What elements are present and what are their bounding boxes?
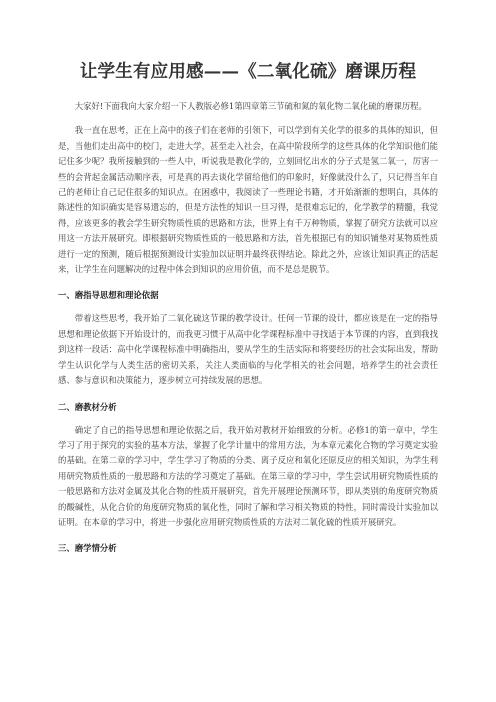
section-heading-student-analysis: 三、磨学情分析 [58, 543, 117, 554]
intro-paragraph: 大家好!下面我向大家介绍一下人教版必修1第四章第三节硫和氮的氧化物二氧化硫的磨课历程。 [74, 101, 427, 111]
paragraph-guiding-ideas: 带着这些思考，我开始了二氧化硫这节课的教学设计。任何一节课的设计，都应该是在一定的指导思想和理论依据下开始设计的，而我更习惯于从高中化学课程标准中寻找适于本节课的内容，直到我找到这样一段话：高中化学课程标准中明确指出，要从学生的生活实际和将要经历的社会实际出发，帮助学生认识化学与人类生活的密切关系，关注人类面临的与化学相关的社会问题，培养学生的社会责任感、参与意识和决策能力，逐步树立可持续发展的思想。 [58, 313, 438, 386]
paragraph-reflection: 我一直在思考，正在上高中的孩子们在老师的引领下，可以学到有关化学的很多的具体的知识，但是，当他们走出高中的校门，走进大学，甚至走入社会，在高中阶段所学的这些具体的化学知识他们能记住多少呢？我所接触到的一些人中，听说我是教化学的，立刻回忆出水的分子式是氢二氧一，厉害一些的会背起金属活动顺序表，可是真的再去谈化学留给他们的印象时，好像就没什么了，只记得当年自己的老师让自己记住很多的知识点。在困惑中，我阅读了一些理论书籍，才开始渐渐的想明白，具体的陈述性的知识确实是容易遗忘的，但是方法性的知识一旦习得，是很难忘记的，化学教学的精髓，我觉得，应该更多的教会学生研究物质性质的思路和方法，世界上有千万种物质，掌握了研究方法就可以应用这一方法开展研究。即根据研究物质性质的一般思路和方法，首先根据已有的知识铺垫对某物质性质进行一定的预测，随后根据预测设计实验加以证明并最终获得结论。除此之外，应该让知识真正的活起来，让学生在问题解决的过程中体会到知识的应用价值，而不是总是脱节。 [58, 125, 438, 275]
paragraph-textbook-analysis: 确定了自己的指导思想和理论依据之后，我开始对教材开始细致的分析。必修1的第一章中，学生学习了用于探究的实验的基本方法，掌握了化学计量中的常用方法，为本章元素化合物的学习奠定实验的基础。在第二章的学习中，学生学习了物质的分类、离子反应和氧化还原反应的相关知识，为学生利用研究物质性质的一般思路和方法的学习奠定了基础。在第三章的学习中，学生尝试用研究物质性质的一般思路和方法对金属及其化合物的性质开展研究，首先开展理论预测环节，即从类别的角度研究物质的酸碱性，从化合价的角度研究物质的氧化性，同时了解和学习相关物质的特性，同时需设计实验加以证明。在本章的学习中，将进一步强化应用研究物质性质的方法对二氧化硫的性质开展研究。 [58, 424, 438, 527]
section-heading-textbook-analysis: 二、磨教材分析 [58, 401, 117, 412]
document-title: 让学生有应用感——《二氧化硫》磨课历程 [79, 62, 417, 82]
section-heading-guiding-ideas: 一、磨指导思想和理论依据 [58, 290, 159, 301]
